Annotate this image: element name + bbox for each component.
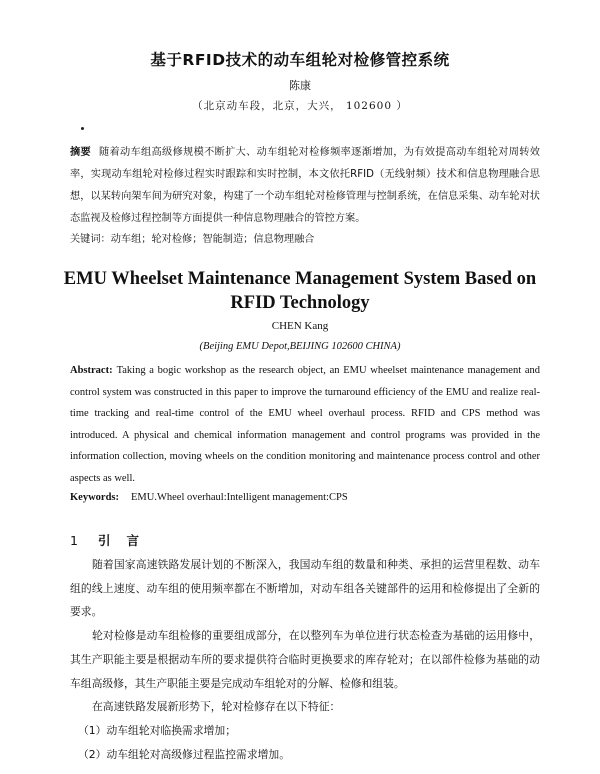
english-author: CHEN Kang: [271, 320, 329, 332]
section-heading: [70, 531, 155, 549]
list-item: （2）动车组轮对高级修过程监控需求增加。: [78, 747, 291, 761]
english-affiliation: (Beijing EMU Depot,BEIJING 102600 CHINA): [199, 341, 401, 352]
english-keywords-text: EMU.Wheel overhaul:Intelligent management:CPS: [131, 492, 348, 503]
english-abstract-text: Taking a bogic workshop as the research object, an EMU wheelset maintenance management and control system was constructed in this paper to improve the turnaround efficiency of the EMU and realize real-time tracking and real-time control of the EMU wheel overhaul process. RFID and CPS method was introduced. A physical and chemical information management and control programs was provided in the information collection, moving wheels on the condition monitoring and maintenance process control and other aspects as well.: [70, 365, 540, 484]
list-item: （1）动车组轮对临换需求增加；: [78, 723, 237, 737]
english-keywords: [70, 488, 540, 508]
bullet-dot-mark: [81, 127, 84, 130]
chinese-abstract: [70, 142, 540, 230]
paragraph: 随着国家高速铁路发展计划的不断深入，我国动车组的数量和种类、承担的运营里程数、动车组的线上速度、动车组的使用频率都在不断增加，对动车组各关键部件的运用和检修提出了全新的要求。: [70, 558, 540, 619]
section-number: 1: [70, 533, 78, 548]
paragraph: 轮对检修是动车组检修的重要组成部分，在以整列车为单位进行状态检查为基础的运用修中，其生产职能主要是根据动车所的要求提供符合临时更换要求的库存轮对；在以部件检修为基础的动车组高级修，其生产职能主要是完成动车组轮对的分解、检修和组装。: [70, 629, 540, 690]
body-text: [70, 553, 540, 766]
chinese-abstract-text: 随着动车组高级修规模不断扩大、动车组轮对检修频率逐渐增加，为有效提高动车组轮对周转效率，实现动车组轮对检修过程实时跟踪和实时控制，本文依托RFID（无线射频）技术和信息物理融合思想，以某转向架车间为研究对象，构建了一个动车组轮对检修管理与控制系统，在信息采集、动车轮对状态监视及检修过程控制等方面提供一种信息物理融合的管控方案。: [70, 147, 540, 224]
chinese-author: 陈康: [289, 79, 311, 92]
chinese-title: 基于RFID技术的动车组轮对检修管控系统: [150, 51, 450, 69]
english-title: EMU Wheelset Maintenance Management System Based on RFID Technology: [63, 269, 537, 313]
english-abstract: [70, 360, 540, 489]
english-keywords-label: Keywords:: [70, 492, 119, 503]
chinese-keywords: 关键词：动车组；轮对检修；智能制造；信息物理融合: [70, 234, 315, 245]
chinese-affiliation: （北京动车段，北京，大兴， 102600 ）: [192, 100, 408, 112]
chinese-abstract-label: 摘要: [70, 147, 92, 158]
english-abstract-label: Abstract:: [70, 365, 113, 376]
section-title: 引言: [98, 533, 156, 548]
paragraph: 在高速铁路发展新形势下，轮对检修存在以下特征：: [92, 700, 341, 714]
